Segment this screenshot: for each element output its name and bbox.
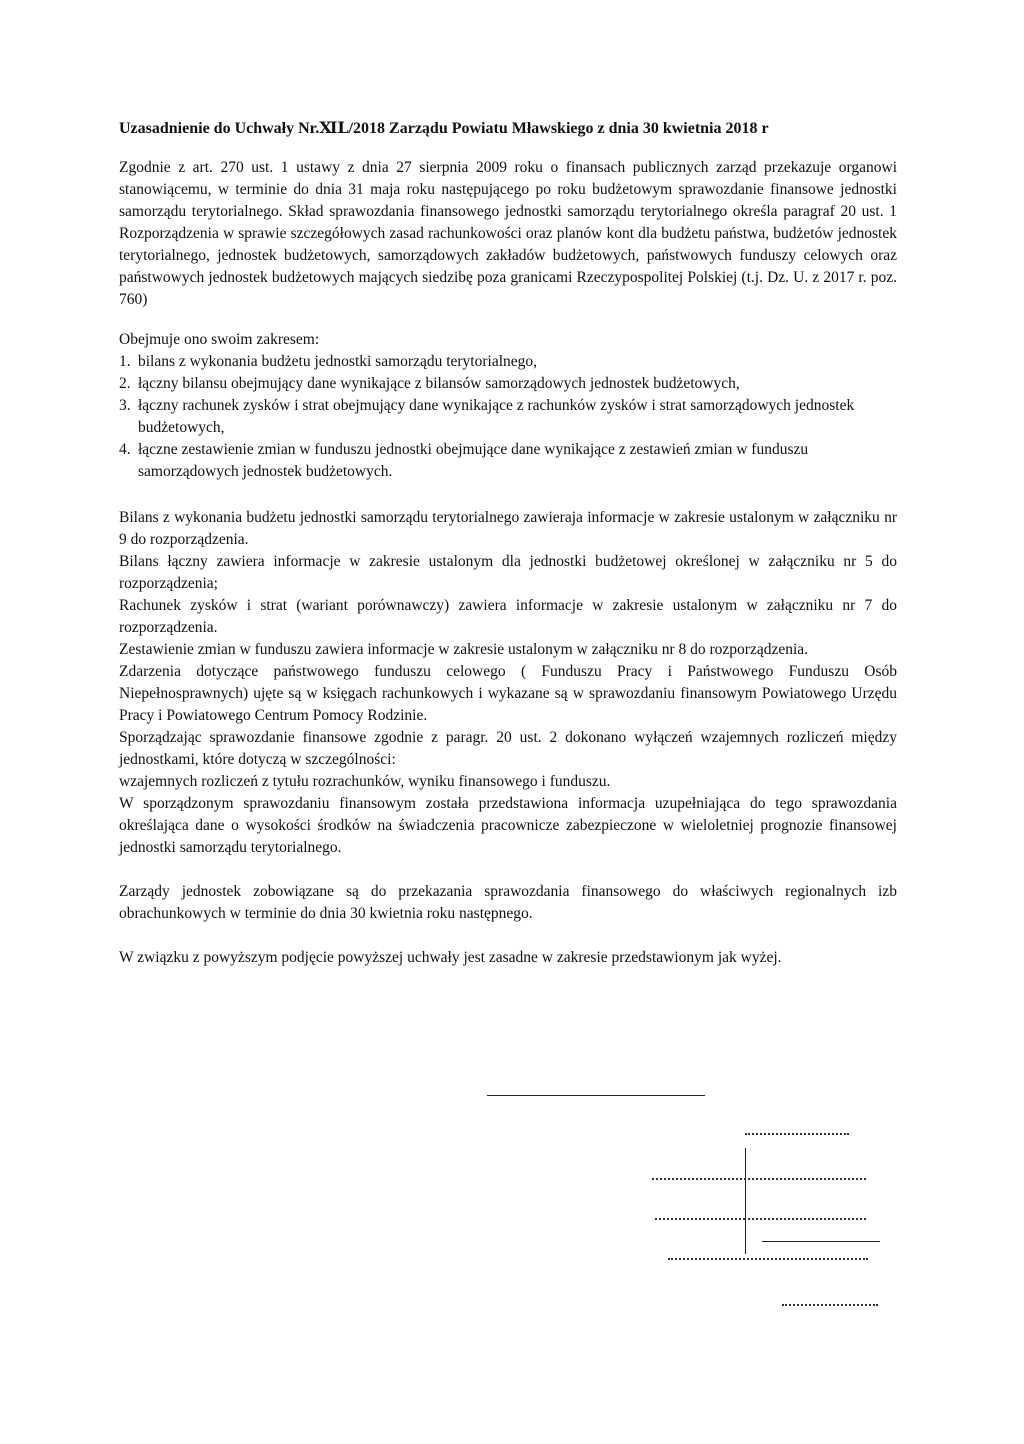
list-item	[119, 351, 897, 373]
paragraph-zestawienie-zmian: Zestawienie zmian w funduszu zawiera informacje w zakresie ustalonym w załączniku nr 8 do rozporządzenia.	[119, 641, 809, 658]
scope-list	[119, 351, 897, 483]
paragraph-conclusion: W związku z powyższym podjęcie powyższej uchwały jest zasadne w zakresie przedstawionym jak wyżej.	[119, 949, 782, 966]
list-item-number: 2.	[119, 375, 131, 392]
signature-dots	[748, 1218, 866, 1220]
signature-dots	[745, 1133, 849, 1135]
list-item	[119, 395, 897, 439]
list-heading: Obejmuje ono swoim zakresem:	[119, 331, 320, 348]
paragraph-rozliczenia: wzajemnych rozliczeń z tytułu rozrachunków, wyniku finansowego i funduszu.	[119, 773, 611, 790]
list-item-text: łączny bilansu obejmujący dane wynikające z bilansów samorządowych jednostek budżetowych,	[138, 375, 740, 392]
document-title: Uzasadnienie do Uchwały Nr.ⅪⅬ/2018 Zarządu Powiatu Mławskiego z dnia 30 kwietnia 2018 r	[119, 120, 769, 137]
signature-dots	[652, 1178, 746, 1180]
list-item-text: łączny rachunek zysków i strat obejmujący dane wynikające z rachunków zysków i strat samorządowych jednostek budżetowych,	[138, 397, 855, 436]
paragraph-zdarzenia: Zdarzenia dotyczące państwowego funduszu celowego ( Funduszu Pracy i Państwowego Funduszu Osób Niepełnosprawnych) ujęte są w księgach rachunkowych i wykazane są w sprawozdaniu finansowym Powiatowego Urzędu Pracy i Powiatowego Centrum Pomocy Rodzinie.	[119, 663, 897, 724]
paragraph-zarzady: Zarządy jednostek zobowiązane są do przekazania sprawozdania finansowego do właściwych regionalnych izb obrachunkowych w terminie do dnia 30 kwietnia roku następnego.	[119, 883, 897, 922]
list-item	[119, 439, 897, 483]
signature-stroke	[745, 1148, 746, 1254]
signature-line	[762, 1241, 880, 1242]
list-item	[119, 373, 897, 395]
paragraph-rachunek-zyskow: Rachunek zysków i strat (wariant porównawczy) zawiera informacje w zakresie ustalonym w załączniku nr 7 do rozporządzenia.	[119, 597, 897, 636]
signature-dots	[668, 1258, 868, 1260]
signature-dots	[748, 1178, 866, 1180]
list-item-number: 1.	[119, 353, 131, 370]
signature-line	[487, 1095, 705, 1096]
list-item-number: 4.	[119, 441, 131, 458]
signature-dots	[782, 1304, 878, 1306]
document-content	[119, 118, 897, 969]
signature-dots	[655, 1218, 745, 1220]
paragraph-wylaczenia: Sporządzając sprawozdanie finansowe zgodnie z paragr. 20 ust. 2 dokonano wyłączeń wzajemnych rozliczeń między jednostkami, które dotyczą w szczególności:	[119, 729, 897, 768]
list-item-text: łączne zestawienie zmian w funduszu jednostki obejmujące dane wynikające z zestawień zmian w funduszu samorządowych jednostek budżetowych.	[138, 441, 809, 480]
list-item-text: bilans z wykonania budżetu jednostki samorządu terytorialnego,	[138, 353, 538, 370]
paragraph-bilans-wykonania: Bilans z wykonania budżetu jednostki samorządu terytorialnego zawieraja informacje w zakresie ustalonym w załączniku nr 9 do rozporządzenia.	[119, 509, 897, 548]
intro-paragraph: Zgodnie z art. 270 ust. 1 ustawy z dnia 27 sierpnia 2009 roku o finansach publicznych zarząd przekazuje organowi stanowiącemu, w terminie do dnia 31 maja roku następującego po roku budżetowym sprawozdanie finansowe jednostki samorządu terytorialnego. Skład sprawozdania finansowego jednostki samorządu terytorialnego określa paragraf 20 ust. 1 Rozporządzenia w sprawie szczegółowych zasad rachunkowości oraz planów kont dla budżetu państwa, budżetów jednostek terytorialnego, jednostek budżetowych, samorządowych zakładów budżetowych, państwowych funduszy celowych oraz państwowych jednostek budżetowych mających siedzibę poza granicami Rzeczypospolitej Polskiej (t.j. Dz. U. z 2017 r. poz. 760)	[119, 159, 897, 308]
paragraph-bilans-laczny: Bilans łączny zawiera informacje w zakresie ustalonym dla jednostki budżetowej określonej w załączniku nr 5 do rozporządzenia;	[119, 553, 897, 592]
paragraph-informacja-uzupelniajaca: W sporządzonym sprawozdaniu finansowym została przedstawiona informacja uzupełniająca do tego sprawozdania określająca dane o wysokości środków na świadczenia pracownicze zabezpieczone w wieloletniej prognozie finansowej jednostki samorządu terytorialnego.	[119, 795, 897, 856]
list-item-number: 3.	[119, 397, 131, 414]
